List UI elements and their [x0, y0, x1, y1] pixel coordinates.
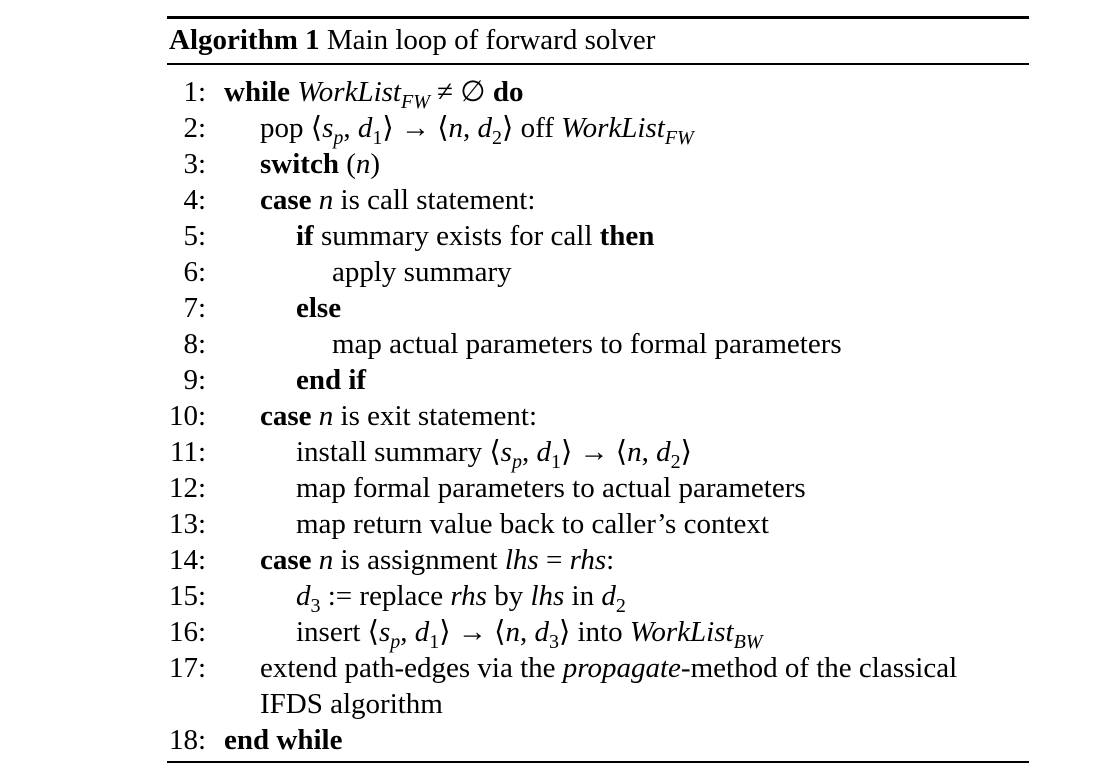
line-segment: else: [296, 292, 342, 324]
line-segment: case: [260, 400, 312, 432]
line-segment: ⟩ → ⟨: [560, 436, 628, 468]
line-segment: FW: [664, 127, 694, 149]
line-text: [296, 470, 806, 506]
algorithm-line: [167, 614, 1029, 653]
algorithm-line: [167, 74, 1029, 113]
line-text: [260, 686, 443, 722]
algorithm-lines: [167, 74, 1029, 758]
line-segment: ,: [343, 112, 358, 144]
line-number: 8:: [183, 328, 206, 360]
line-segment: insert ⟨: [296, 616, 379, 648]
line-segment: WorkList: [629, 616, 734, 648]
algorithm-line: [167, 146, 1029, 182]
line-segment: propagate: [562, 652, 681, 684]
line-segment: [312, 400, 319, 432]
line-number: 14:: [168, 544, 206, 576]
line-segment: in: [564, 580, 602, 612]
line-number: 15:: [168, 580, 206, 612]
line-segment: p: [390, 631, 401, 653]
line-number: 3:: [183, 148, 206, 180]
line-segment: n: [318, 544, 334, 576]
line-segment: d: [414, 616, 430, 648]
algorithm-line: [167, 542, 1029, 578]
algorithm-line: [167, 650, 1029, 686]
line-text: [296, 506, 769, 542]
line-segment: WorkList: [561, 112, 665, 144]
line-segment: is exit statement:: [333, 400, 538, 432]
line-text: [296, 578, 626, 617]
line-text: [260, 182, 535, 218]
line-segment: :: [606, 544, 615, 576]
line-segment: ,: [400, 616, 415, 648]
line-number: 5:: [183, 220, 206, 252]
line-segment: d: [296, 580, 311, 612]
line-number: 10:: [168, 400, 206, 432]
line-segment: lhs: [530, 580, 565, 612]
algorithm-line: [167, 254, 1029, 290]
bottom-rule: [167, 761, 1029, 763]
line-segment: n: [318, 400, 334, 432]
algorithm-line: [167, 182, 1029, 218]
line-segment: then: [599, 220, 655, 252]
line-segment: s: [379, 616, 391, 648]
line-number: 18:: [168, 724, 206, 756]
caption-title: Main loop of forward solver: [326, 24, 656, 56]
line-number: 16:: [168, 616, 206, 648]
line-segment: 1: [372, 127, 383, 149]
line-number: 17:: [168, 652, 206, 684]
line-segment: p: [333, 127, 344, 149]
line-segment: ≠ ∅: [429, 76, 493, 108]
line-segment: [312, 544, 319, 576]
line-text: [332, 254, 512, 290]
line-segment: case: [260, 544, 312, 576]
line-text: [296, 434, 692, 473]
line-segment: 1: [550, 451, 561, 473]
line-number: 9:: [183, 364, 206, 396]
line-segment: extend path-edges via the: [260, 652, 563, 684]
caption-rule: [167, 63, 1029, 65]
line-segment: n: [448, 112, 464, 144]
algorithm-line: [167, 362, 1029, 398]
line-segment: d: [656, 436, 671, 468]
line-segment: ⟩: [680, 436, 692, 468]
algorithm-caption: [169, 22, 655, 58]
line-segment: BW: [733, 631, 763, 653]
line-segment: ,: [463, 112, 478, 144]
line-segment: rhs: [569, 544, 607, 576]
line-segment: while: [224, 76, 291, 108]
line-segment: d: [477, 112, 493, 144]
line-segment: pop ⟨: [260, 112, 323, 144]
algorithm-line: [167, 686, 1029, 722]
line-segment: if: [296, 220, 314, 252]
line-segment: d: [357, 112, 373, 144]
line-segment: =: [538, 544, 570, 576]
line-text: [260, 146, 380, 182]
line-segment: is assignment: [333, 544, 505, 576]
line-segment: ⟩ off: [502, 112, 562, 144]
line-segment: map formal parameters to actual parameters: [296, 472, 806, 504]
line-text: [260, 650, 957, 686]
line-segment: 3: [310, 595, 321, 617]
line-segment: WorkList: [297, 76, 401, 108]
line-segment: 3: [548, 631, 559, 653]
line-segment: 2: [615, 595, 626, 617]
line-segment: := replace: [320, 580, 451, 612]
line-segment: 1: [429, 631, 440, 653]
line-segment: summary exists for call: [313, 220, 600, 252]
line-segment: rhs: [450, 580, 487, 612]
line-segment: case: [260, 184, 312, 216]
line-segment: -method of the classical: [680, 652, 958, 684]
line-segment: [312, 184, 319, 216]
line-segment: install summary ⟨: [296, 436, 501, 468]
line-segment: do: [492, 76, 524, 108]
line-text: [260, 398, 537, 434]
line-segment: ,: [521, 436, 537, 468]
line-text: [296, 290, 341, 326]
line-number: 7:: [183, 292, 206, 324]
line-number: 2:: [183, 112, 206, 144]
line-text: [296, 218, 654, 254]
algorithm-line: [167, 218, 1029, 254]
algorithm-line: [167, 722, 1029, 758]
line-segment: end if: [296, 364, 367, 396]
line-segment: ⟩ → ⟨: [382, 112, 449, 144]
line-text: [332, 326, 842, 362]
line-text: [260, 110, 694, 149]
line-text: [296, 614, 762, 653]
line-number: 12:: [168, 472, 206, 504]
line-segment: s: [322, 112, 334, 144]
line-number: 1:: [183, 76, 206, 108]
line-segment: end while: [224, 724, 343, 756]
line-segment: ⟩ → ⟨: [439, 616, 506, 648]
algorithm-line: [167, 506, 1029, 542]
line-segment: ,: [519, 616, 535, 648]
line-number: 11:: [170, 436, 206, 468]
line-segment: 2: [670, 451, 681, 473]
line-segment: ): [370, 148, 381, 180]
line-segment: s: [500, 436, 512, 468]
line-segment: map return value back to caller’s context: [296, 508, 769, 540]
algorithm-line: [167, 290, 1029, 326]
line-segment: apply summary: [332, 256, 512, 288]
line-text: [224, 74, 523, 113]
line-number: 4:: [183, 184, 206, 216]
algorithm-line: [167, 434, 1029, 473]
line-segment: 2: [492, 127, 503, 149]
line-segment: n: [505, 616, 520, 648]
line-segment: switch: [260, 148, 339, 180]
line-segment: is call statement:: [333, 184, 536, 216]
line-segment: IFDS algorithm: [260, 688, 443, 720]
caption-label: Algorithm 1: [169, 24, 320, 56]
line-text: [296, 362, 366, 398]
line-segment: ,: [641, 436, 657, 468]
algorithm-line: [167, 110, 1029, 149]
line-segment: ⟩ into: [558, 616, 630, 648]
algorithm-line: [167, 326, 1029, 362]
algorithm-line: [167, 470, 1029, 506]
line-number: 6:: [183, 256, 206, 288]
line-text: [224, 722, 342, 758]
line-number: 13:: [168, 508, 206, 540]
line-segment: n: [318, 184, 334, 216]
line-segment: d: [536, 436, 551, 468]
line-segment: d: [601, 580, 616, 612]
line-segment: p: [511, 451, 522, 473]
line-segment: FW: [401, 91, 430, 113]
top-rule: [167, 16, 1029, 19]
algorithm-line: [167, 398, 1029, 434]
line-segment: lhs: [504, 544, 539, 576]
line-segment: d: [534, 616, 549, 648]
line-segment: n: [627, 436, 642, 468]
line-segment: (: [338, 148, 356, 180]
line-segment: n: [355, 148, 371, 180]
line-segment: by: [486, 580, 531, 612]
line-text: [260, 542, 614, 578]
line-segment: map actual parameters to formal parameters: [332, 328, 842, 360]
algorithm-line: [167, 578, 1029, 617]
